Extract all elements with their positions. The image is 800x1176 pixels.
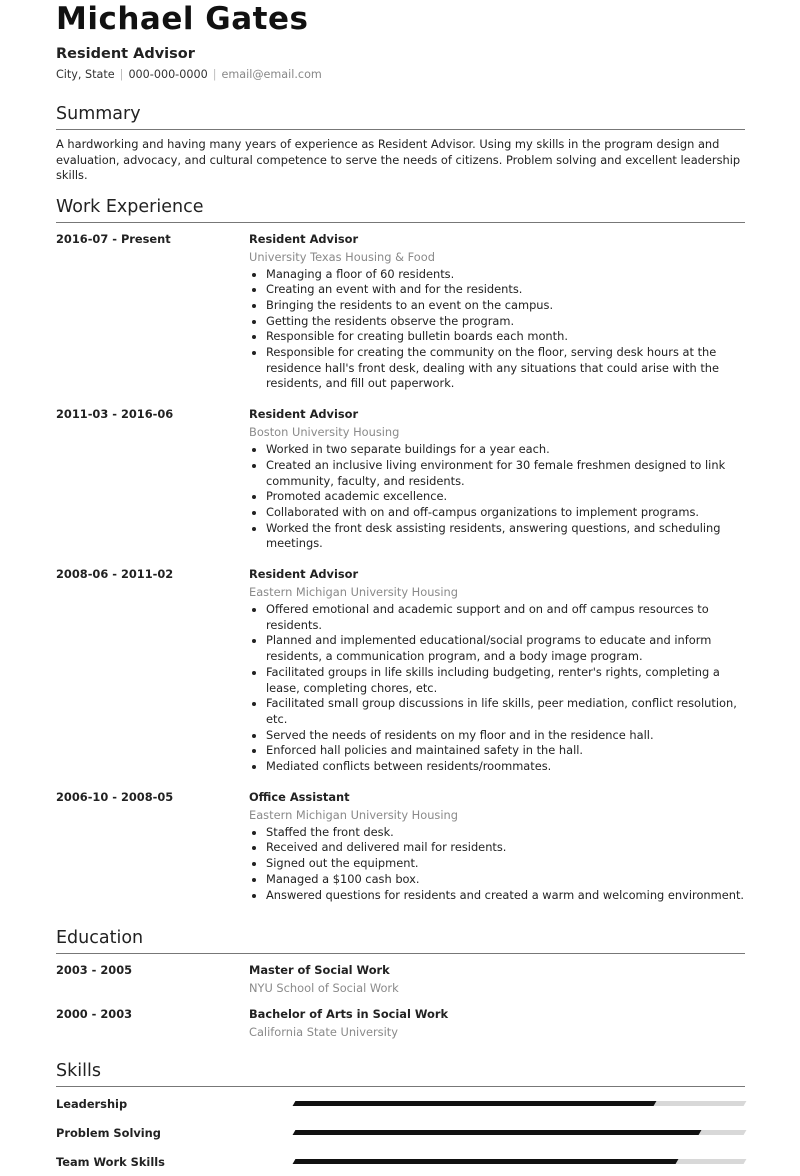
job-bullets [249,602,745,775]
job-bullet: • Signed out the equipment. [266,856,745,872]
job-role: Resident Advisor [249,567,359,582]
job-bullet: • Promoted academic excellence. [266,489,745,505]
job-entry [56,406,745,552]
skill-row [56,1147,745,1176]
education-degree: Master of Social Work [249,963,390,978]
job-details [249,566,745,775]
education-details [249,1006,745,1040]
job-bullet: • Responsible for creating the community on the floor, serving desk hours at the residence hall's front desk, dealing with any situations that could arise with the residents, and fill out paperwork. [266,345,745,392]
job-role: Office Assistant [249,789,350,804]
education-school: NYU School of Social Work [249,981,399,996]
job-bullet: • Getting the residents observe the program. [266,314,745,330]
skills-heading: Skills [56,1060,745,1087]
skills-section [56,1060,745,1176]
job-bullet: • Mediated conflicts between residents/roommates. [266,759,745,775]
summary-text: A hardworking and having many years of experience as Resident Advisor. Using my skills in the program design and evaluation, advocacy, and cultural competence to serve the needs of citizens. Problem solving and excellent leadership skills. [56,137,741,182]
job-bullet: • Worked the front desk assisting residents, answering questions, and scheduling meetings. [266,521,745,552]
education-degree: Bachelor of Arts in Social Work [249,1007,449,1022]
job-bullets [249,267,745,393]
job-organization: Boston University Housing [249,425,400,440]
candidate-title: Resident Advisor [56,46,195,62]
job-entry [56,231,745,393]
skill-name: Problem Solving [56,1125,161,1140]
job-role: Resident Advisor [249,231,359,246]
work-section [56,196,745,904]
job-organization: Eastern Michigan University Housing [249,807,458,822]
contact-city: City, State [56,68,115,81]
skill-bar-fill [293,1130,702,1135]
candidate-name: Michael Gates [56,1,309,37]
job-dates: 2008-06 - 2011-02 [56,567,174,582]
contact-separator: | [119,68,124,81]
education-dates: 2003 - 2005 [56,963,133,978]
job-bullet: • Planned and implemented educational/social programs to educate and inform residents, a communication program, and a body image program. [266,633,745,664]
education-entry [56,1006,745,1040]
job-bullet: • Managed a $100 cash box. [266,872,745,888]
job-bullet: • Managing a floor of 60 residents. [266,267,745,283]
job-details [249,789,745,904]
job-details [249,406,745,552]
job-organization: Eastern Michigan University Housing [249,585,458,600]
job-dates: 2011-03 - 2016-06 [56,407,174,422]
job-dates: 2016-07 - Present [56,231,171,246]
summary-section [56,103,745,184]
job-bullet: • Facilitated small group discussions in life skills, peer mediation, conflict resolution, etc. [266,696,745,727]
contact-separator: | [212,68,217,81]
job-details [249,231,745,393]
skill-row [56,1089,745,1118]
summary-heading: Summary [56,103,745,130]
job-bullet: • Answered questions for residents and created a warm and welcoming environment. [266,888,745,904]
job-bullet: • Received and delivered mail for residents. [266,840,745,856]
job-organization: University Texas Housing & Food [249,249,435,264]
skill-bar [293,1130,747,1135]
skill-name: Leadership [56,1096,128,1111]
contact-line [56,67,745,82]
job-bullet: • Worked in two separate buildings for a year each. [266,442,745,458]
job-entry [56,566,745,775]
work-heading: Work Experience [56,196,745,223]
education-dates: 2000 - 2003 [56,1007,133,1022]
education-heading: Education [56,927,745,954]
education-entry [56,962,745,996]
job-role: Resident Advisor [249,407,359,422]
contact-phone: 000-000-0000 [128,68,208,81]
job-bullet: • Responsible for creating bulletin boards each month. [266,329,745,345]
job-bullet: • Collaborated with on and off-campus organizations to implement programs. [266,505,745,521]
job-bullet: • Served the needs of residents on my floor and in the residence hall. [266,728,745,744]
job-bullets [249,442,745,552]
job-bullet: • Offered emotional and academic support and on and off campus resources to residents. [266,602,745,633]
contact-email[interactable]: email@email.com [221,68,322,81]
job-dates: 2006-10 - 2008-05 [56,789,174,804]
skill-bar [293,1101,747,1106]
resume-page [56,0,745,1176]
resume-header [56,0,745,82]
job-bullet: • Creating an event with and for the residents. [266,282,745,298]
skill-name: Team Work Skills [56,1154,165,1169]
education-section [56,927,745,1040]
job-bullet: • Facilitated groups in life skills including budgeting, renter's rights, completing a lease, completing chores, etc. [266,665,745,696]
job-bullet: • Enforced hall policies and maintained safety in the hall. [266,743,745,759]
job-entry [56,789,745,904]
job-bullets [249,825,745,904]
education-school: California State University [249,1025,398,1040]
skill-bar [293,1159,747,1164]
education-details [249,962,745,996]
job-bullet: • Bringing the residents to an event on the campus. [266,298,745,314]
skill-row [56,1118,745,1147]
job-bullet: • Staffed the front desk. [266,825,745,841]
skill-bar-fill [293,1101,657,1106]
skill-bar-fill [293,1159,679,1164]
job-bullet: • Created an inclusive living environment for 30 female freshmen designed to link community, faculty, and residents. [266,458,745,489]
